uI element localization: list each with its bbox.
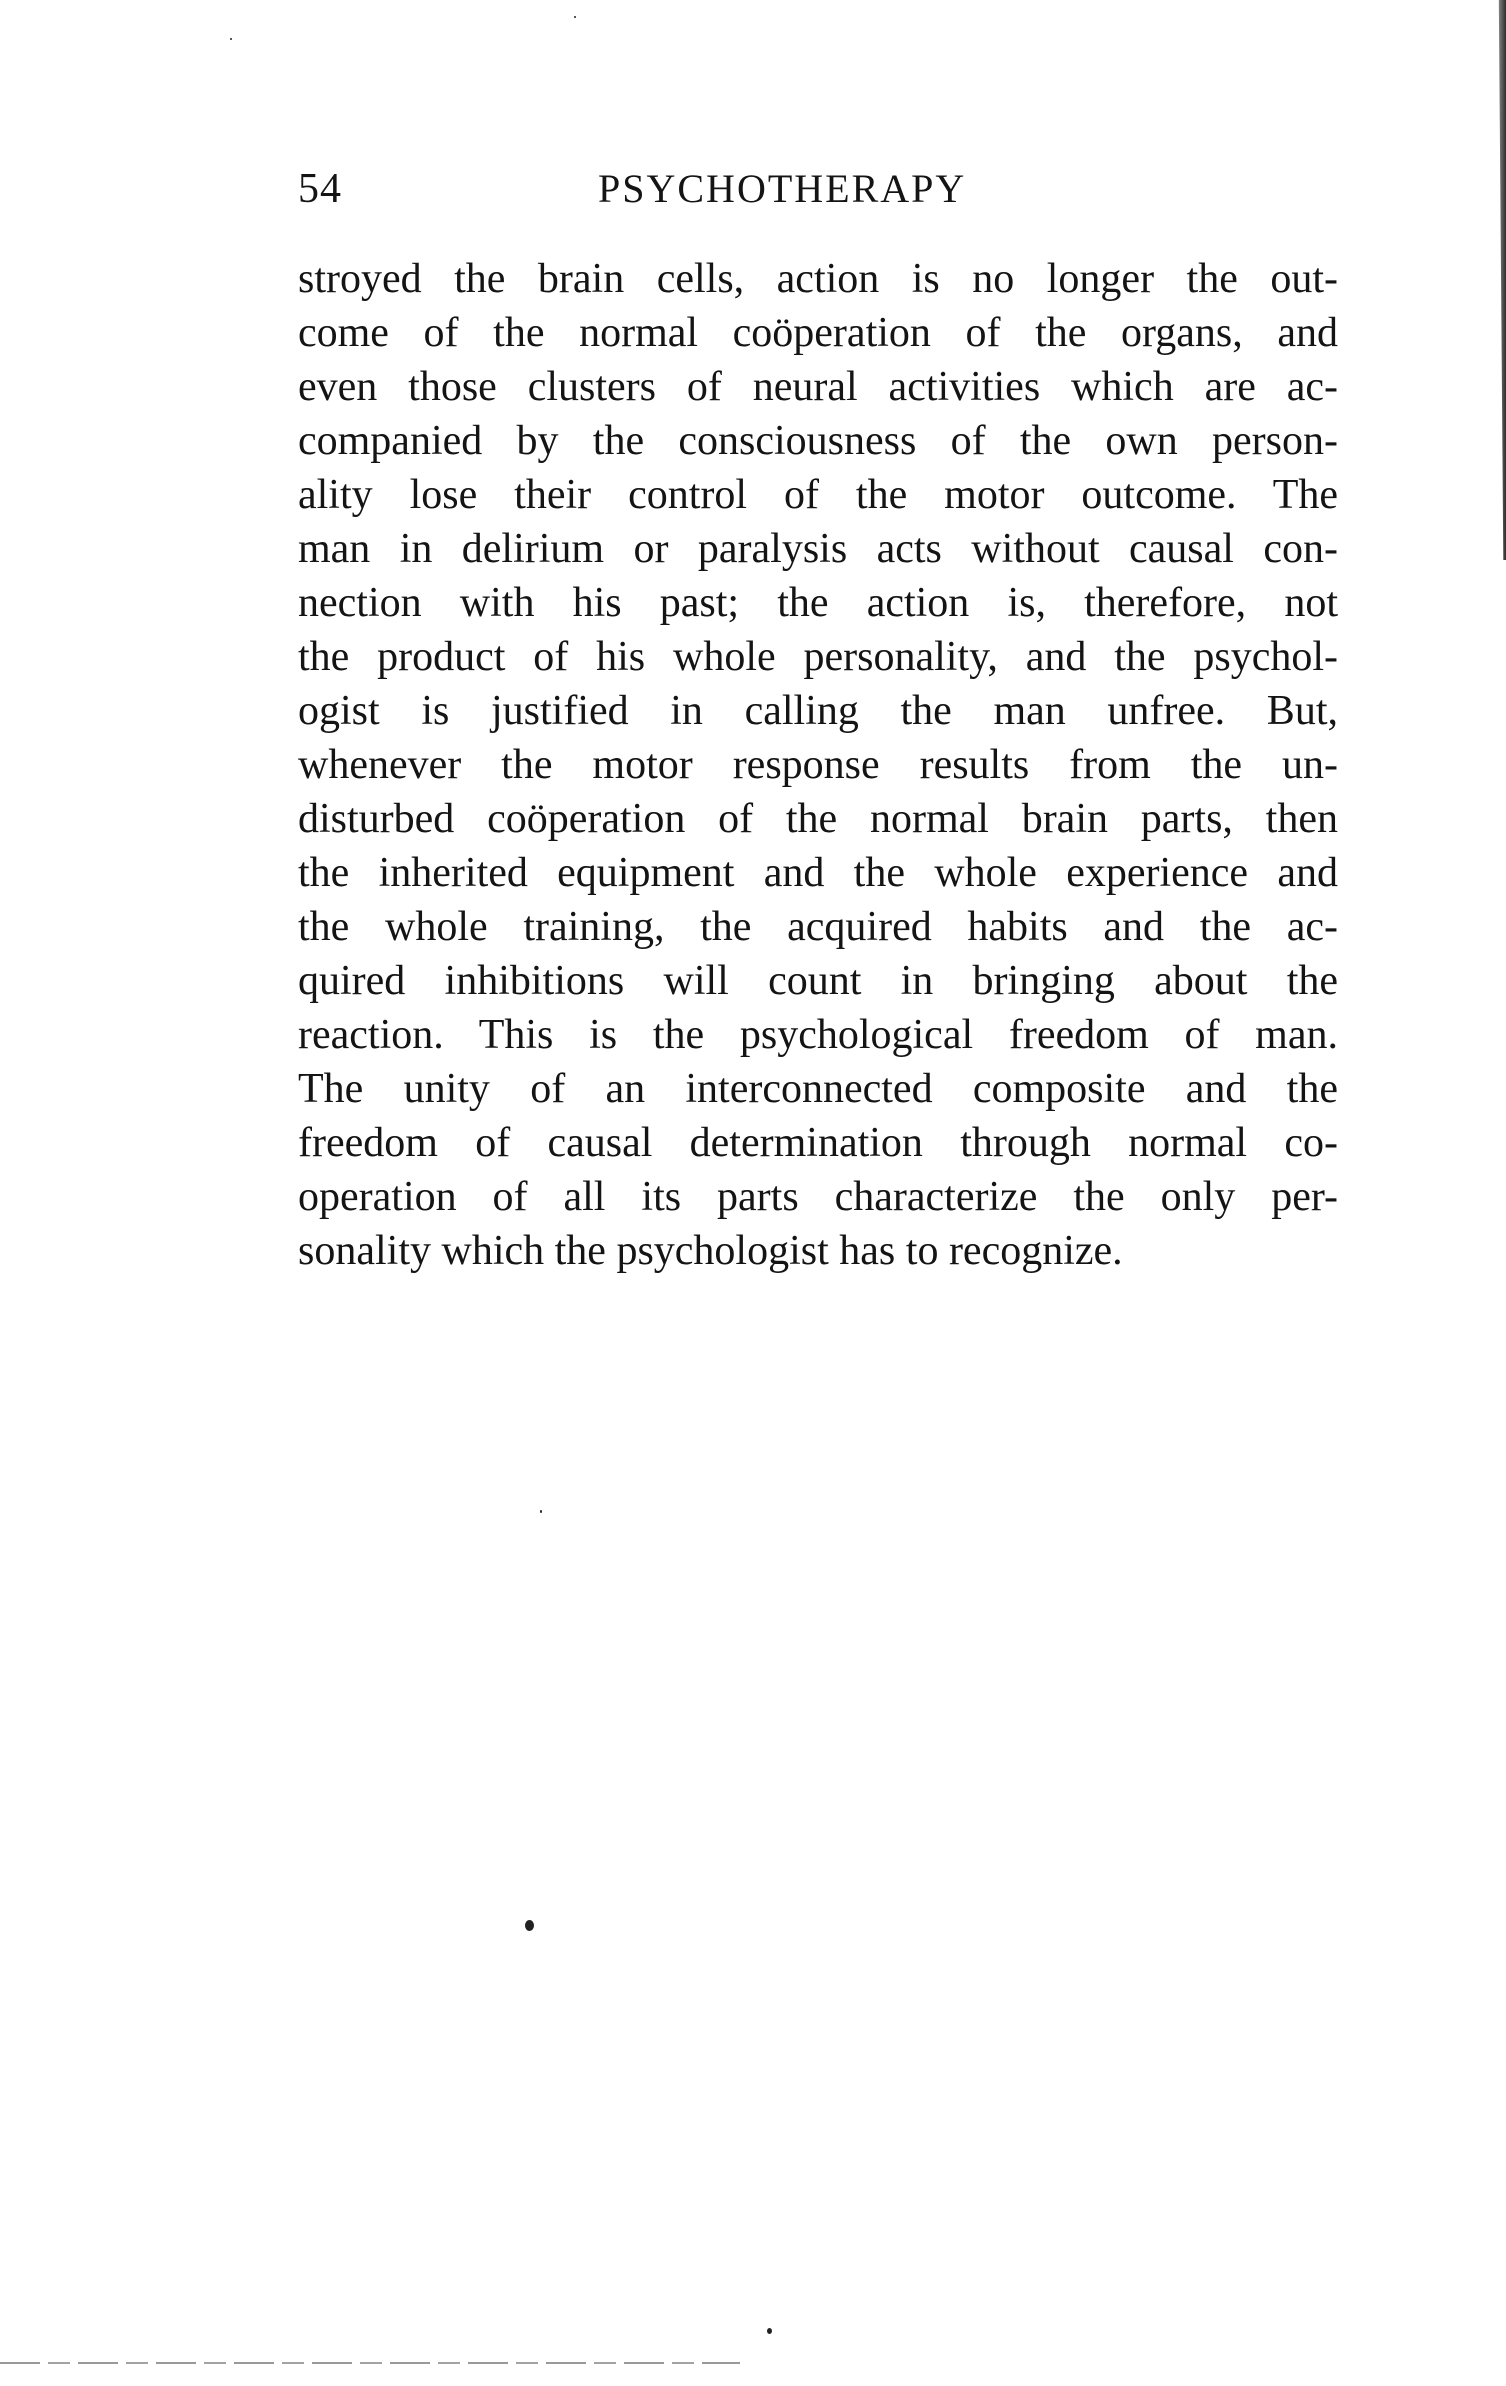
running-head (298, 162, 1338, 216)
scan-speck (540, 1510, 542, 1513)
text-line: ogist is justified in calling the man unfree. But, (298, 688, 1338, 734)
text-line: nection with his past; the action is, therefore, not (298, 580, 1338, 626)
text-line: quired inhibitions will count in bringing about the (298, 958, 1338, 1004)
text-line: the inherited equipment and the whole experience and (298, 850, 1338, 896)
text-line: operation of all its parts characterize the only per- (298, 1174, 1338, 1220)
scan-speck (230, 38, 232, 40)
text-line: whenever the motor response results from the un- (298, 742, 1338, 788)
text-line: companied by the consciousness of the own person- (298, 418, 1338, 464)
text-line: man in delirium or paralysis acts without causal con- (298, 526, 1338, 572)
text-line: the product of his whole personality, and the psychol- (298, 634, 1338, 680)
text-line: ality lose their control of the motor outcome. The (298, 472, 1338, 518)
text-line: the whole training, the acquired habits and the ac- (298, 904, 1338, 950)
text-line: disturbed coöperation of the normal brain parts, then (298, 796, 1338, 842)
scan-speck (525, 1920, 534, 1931)
text-line: reaction. This is the psychological freedom of man. (298, 1012, 1338, 1058)
page-number: 54 (298, 166, 342, 212)
text-line: The unity of an interconnected composite and the (298, 1066, 1338, 1112)
running-title: PSYCHOTHERAPY (598, 166, 967, 211)
scan-edge-shadow (1488, 0, 1506, 560)
scan-speck (767, 2328, 772, 2334)
scan-speck (574, 16, 576, 18)
text-line: freedom of causal determination through normal co- (298, 1120, 1338, 1166)
text-line: sonality which the psychologist has to recognize. (298, 1228, 1123, 1274)
text-line: come of the normal coöperation of the organs, and (298, 310, 1338, 356)
scan-bottom-rule (0, 2362, 740, 2364)
text-line: stroyed the brain cells, action is no longer the out- (298, 256, 1338, 302)
body-paragraph (298, 252, 1338, 1278)
text-line: even those clusters of neural activities which are ac- (298, 364, 1338, 410)
